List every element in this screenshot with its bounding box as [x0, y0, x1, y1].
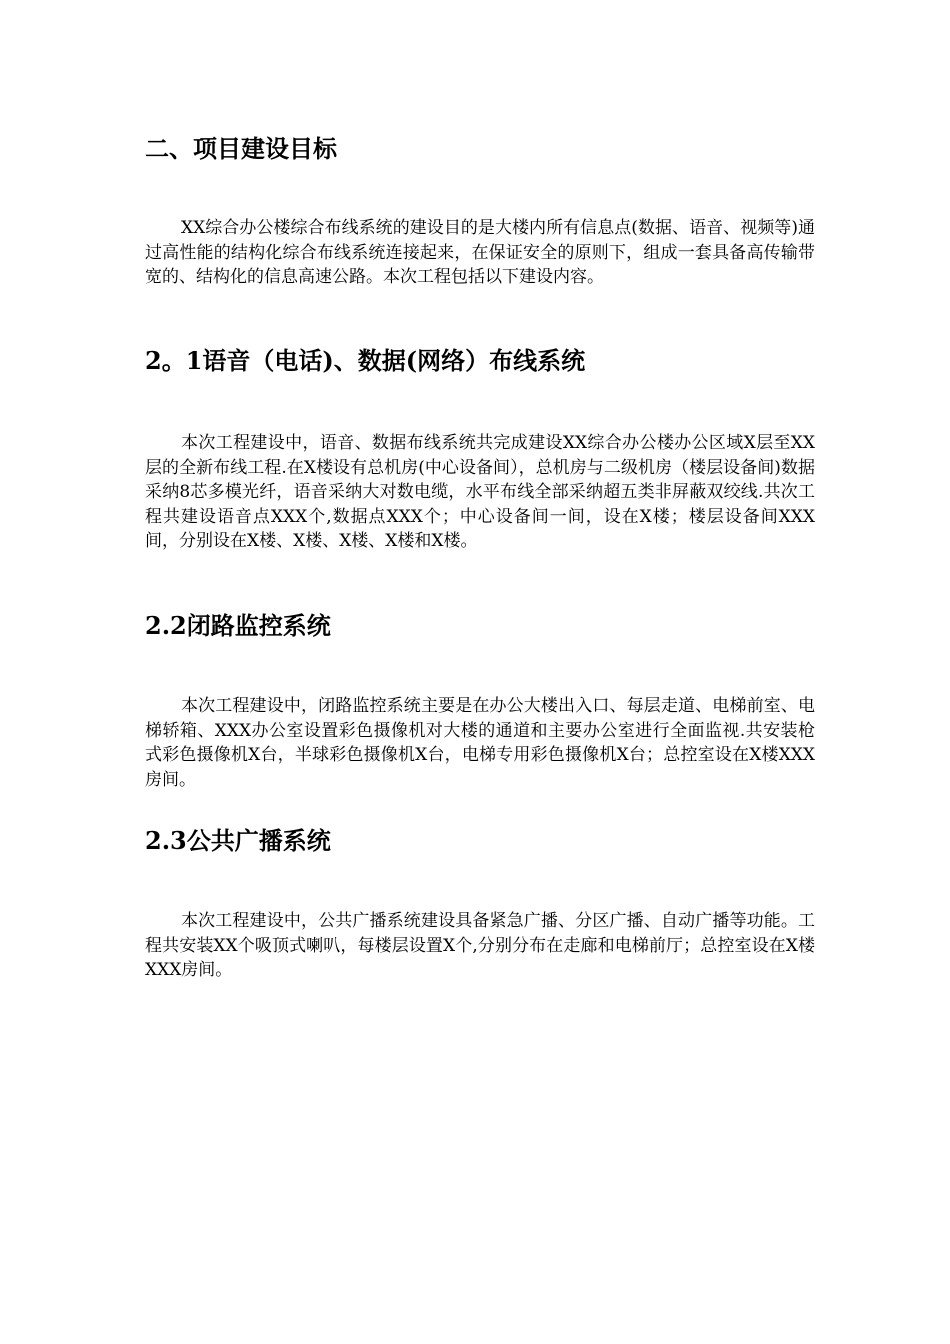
cctv-system-paragraph: 本次工程建设中，闭路监控系统主要是在办公大楼出入口、每层走道、电梯前室、电梯轿箱、XXX办公室设置彩色摄像机对大楼的通道和主要办公室进行全面监视.共安装枪式彩色摄像机X台，半球彩色摄像机X台，电梯专用彩色摄像机X台；总控室设在X楼XXX房间。	[145, 696, 815, 790]
heading-cctv-system: 2.2闭路监控系统	[145, 611, 331, 640]
cabling-system-paragraph: 本次工程建设中，语音、数据布线系统共完成建设XX综合办公楼办公区域X层至XX层的全新布线工程.在X楼设有总机房(中心设备间），总机房与二级机房（楼层设备间)数据采纳8芯多模光纤，语音采纳大对数电缆，水平布线全部采纳超五类非屏蔽双绞线.共次工程共建设语音点XXX个,数据点XXX个；中心设备间一间，设在X楼；楼层设备间XXX间，分别设在X楼、X楼、X楼、X楼和X楼。	[145, 433, 815, 551]
heading-broadcast-system: 2.3公共广播系统	[145, 826, 331, 855]
intro-paragraph: XX综合办公楼综合布线系统的建设目的是大楼内所有信息点(数据、语音、视频等)通过高性能的结构化综合布线系统连接起来，在保证安全的原则下，组成一套具备高传输带宽的、结构化的信息高速公路。本次工程包括以下建设内容。	[145, 218, 815, 287]
section-title: 二、项目建设目标	[145, 134, 337, 163]
broadcast-system-paragraph: 本次工程建设中，公共广播系统建设具备紧急广播、分区广播、自动广播等功能。工程共安装XX个吸顶式喇叭，每楼层设置X个,分别分布在走廊和电梯前厅；总控室设在X楼XXX房间。	[145, 911, 815, 980]
heading-cabling-system: 2。1语音（电话)、数据(网络）布线系统	[145, 346, 586, 375]
